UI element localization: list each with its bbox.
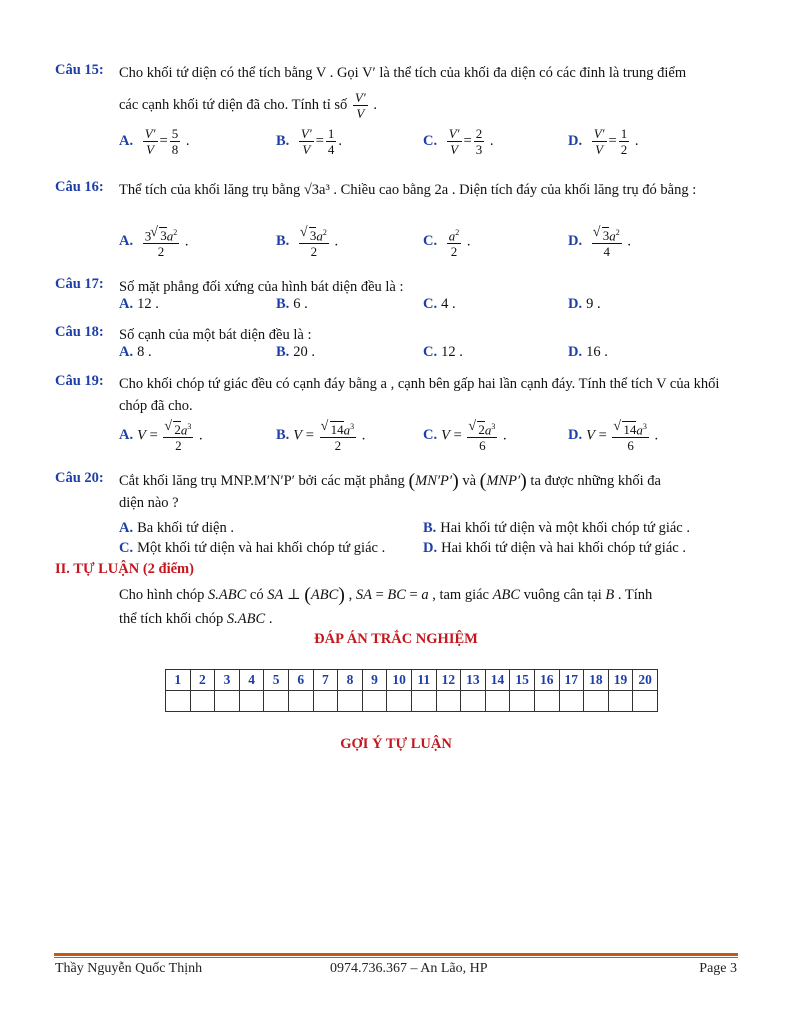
answer-number: 17 <box>559 670 584 691</box>
answer-number: 18 <box>584 670 609 691</box>
answer-number: 20 <box>633 670 658 691</box>
footer-divider-thin <box>54 957 738 958</box>
answer-number: 3 <box>215 670 240 691</box>
answer-number: 15 <box>510 670 535 691</box>
answer-cell[interactable] <box>411 691 436 712</box>
question-text: Số cạnh của một bát diện đều là : <box>119 327 312 343</box>
question-20 <box>55 470 745 556</box>
question-number: Câu 18: <box>55 324 104 340</box>
options <box>119 419 759 459</box>
question-text: Cắt khối lăng trụ MNP.M′N′P′ bởi các mặt phẳng (MN′P′) và (MNP′) ta được những khối đa <box>119 470 661 492</box>
section-title: II. TỰ LUẬN (2 điểm) <box>55 561 194 577</box>
option-b[interactable]: B. 20 . <box>276 344 316 360</box>
options <box>119 520 759 560</box>
footer-author: Thầy Nguyễn Quốc Thịnh <box>55 961 203 976</box>
answer-number: 19 <box>608 670 633 691</box>
answer-number: 12 <box>436 670 461 691</box>
answer-number: 8 <box>338 670 363 691</box>
options <box>119 296 759 316</box>
options <box>119 344 759 364</box>
option-c[interactable]: C. 12 . <box>423 344 463 360</box>
option-a[interactable]: A. V = √ $\frac{2a^3}{2}$ . <box>119 419 203 453</box>
answer-number: 5 <box>264 670 289 691</box>
answer-cell[interactable] <box>510 691 535 712</box>
footer-contact: 0974.736.367 – An Lão, HP <box>330 961 488 976</box>
answer-table <box>165 669 658 712</box>
question-number: Câu 19: <box>55 373 104 389</box>
answer-cell[interactable] <box>387 691 412 712</box>
options <box>119 225 759 265</box>
option-a[interactable]: A. $\frac{3√ 3a^2}{2}$ . <box>119 225 188 259</box>
question-15 <box>55 62 745 157</box>
answer-cell[interactable] <box>264 691 289 712</box>
option-b[interactable]: B. $\frac{V'}{V}$ = $\frac{1}{4}$ . <box>276 126 343 157</box>
option-d[interactable]: D. 9 . <box>568 296 601 312</box>
option-a[interactable]: A. Ba khối tứ diện . <box>119 520 234 536</box>
footer-page: Page 3 <box>699 961 737 976</box>
option-d[interactable]: D. $\frac{V'}{V}$ = $\frac{1}{2}$ . <box>568 126 639 157</box>
answer-number: 16 <box>534 670 559 691</box>
answer-cell[interactable] <box>633 691 658 712</box>
answer-number: 4 <box>239 670 264 691</box>
option-b[interactable]: B. Hai khối tứ diện và một khối chóp tứ giác . <box>423 520 690 536</box>
question-text: Cho khối tứ diện có thể tích bằng V . Gọi V′ là thể tích của khối đa diện có các đỉnh là trung điểm <box>119 65 687 81</box>
option-d[interactable]: D. V = √ $\frac{14a^3}{6}$ . <box>568 419 658 453</box>
question-16 <box>55 179 745 260</box>
answer-number: 14 <box>485 670 510 691</box>
answer-cell[interactable] <box>190 691 215 712</box>
option-c[interactable]: C. $\frac{V'}{V}$ = $\frac{2}{3}$ . <box>423 126 494 157</box>
option-c[interactable]: C. $\frac{a^2}{2}$ . <box>423 225 470 259</box>
question-text: Cho khối chóp tứ giác đều có cạnh đáy bằng a , cạnh bên gấp hai lần cạnh đáy. Tính thể tích V của khối chóp đã cho. <box>119 376 720 414</box>
answer-cell[interactable] <box>534 691 559 712</box>
option-d[interactable]: D. 16 . <box>568 344 608 360</box>
answer-cell[interactable] <box>584 691 609 712</box>
option-c[interactable]: C. 4 . <box>423 296 456 312</box>
answer-cell[interactable] <box>288 691 313 712</box>
option-a[interactable]: A. $\frac{V'}{V}$ = $\frac{5}{8}$ . <box>119 126 190 157</box>
answer-number: 7 <box>313 670 338 691</box>
answer-cell[interactable] <box>608 691 633 712</box>
question-18 <box>55 324 745 360</box>
answer-cell[interactable] <box>485 691 510 712</box>
option-a[interactable]: A. 8 . <box>119 344 152 360</box>
answer-number: 9 <box>362 670 387 691</box>
options <box>119 126 759 162</box>
option-b[interactable]: B. V = √ $\frac{14a^3}{2}$ . <box>276 419 365 453</box>
question-number: Câu 15: <box>55 62 104 78</box>
option-d[interactable]: D. Hai khối tứ diện và hai khối chóp tứ giác . <box>423 540 686 556</box>
hint-title: GỢI Ý TỰ LUẬN <box>340 736 452 752</box>
question-number: Câu 17: <box>55 276 104 292</box>
question-number: Câu 20: <box>55 470 104 486</box>
answer-cell[interactable] <box>313 691 338 712</box>
answer-number: 2 <box>190 670 215 691</box>
question-text: Số mặt phẳng đối xứng của hình bát diện đều là : <box>119 279 404 295</box>
answer-cell[interactable] <box>166 691 191 712</box>
answer-cell[interactable] <box>436 691 461 712</box>
option-b[interactable]: B. √ $\frac{3a^2}{2}$ . <box>276 225 338 259</box>
answer-title: ĐÁP ÁN TRẮC NGHIỆM <box>314 631 478 647</box>
option-a[interactable]: A. 12 . <box>119 296 159 312</box>
option-d[interactable]: D. √ $\frac{3a^2}{4}$ . <box>568 225 631 259</box>
essay-question: Cho hình chóp S.ABC có SA ⊥ (ABC) , SA = BC = a , tam giác ABC vuông cân tại B . Tính thể tích khối chóp S.ABC . <box>119 584 653 627</box>
option-c[interactable]: C. Một khối tứ diện và hai khối chóp tứ giác . <box>119 540 386 556</box>
answer-number: 6 <box>288 670 313 691</box>
answer-cell[interactable] <box>559 691 584 712</box>
question-19 <box>55 373 745 454</box>
answer-number: 10 <box>387 670 412 691</box>
answer-cell[interactable] <box>362 691 387 712</box>
answer-cell[interactable] <box>215 691 240 712</box>
answer-number: 13 <box>461 670 486 691</box>
option-b[interactable]: B. 6 . <box>276 296 308 312</box>
question-text-line2: diện nào ? <box>119 495 179 511</box>
answer-cell[interactable] <box>239 691 264 712</box>
question-17 <box>55 276 745 312</box>
answer-cell[interactable] <box>461 691 486 712</box>
question-text-line2: các cạnh khối tứ diện đã cho. Tính tỉ số $\frac{V'}{V}$ . <box>119 90 377 121</box>
answer-number: 11 <box>411 670 436 691</box>
answer-cell[interactable] <box>338 691 363 712</box>
question-number: Câu 16: <box>55 179 104 195</box>
question-text: Thể tích của khối lăng trụ bằng √3a³ . Chiều cao bằng 2a . Diện tích đáy của khối lăng trụ đó bằng : <box>119 182 697 198</box>
footer-divider <box>54 953 738 956</box>
answer-number: 1 <box>166 670 191 691</box>
option-c[interactable]: C. V = √ $\frac{2a^3}{6}$ . <box>423 419 507 453</box>
